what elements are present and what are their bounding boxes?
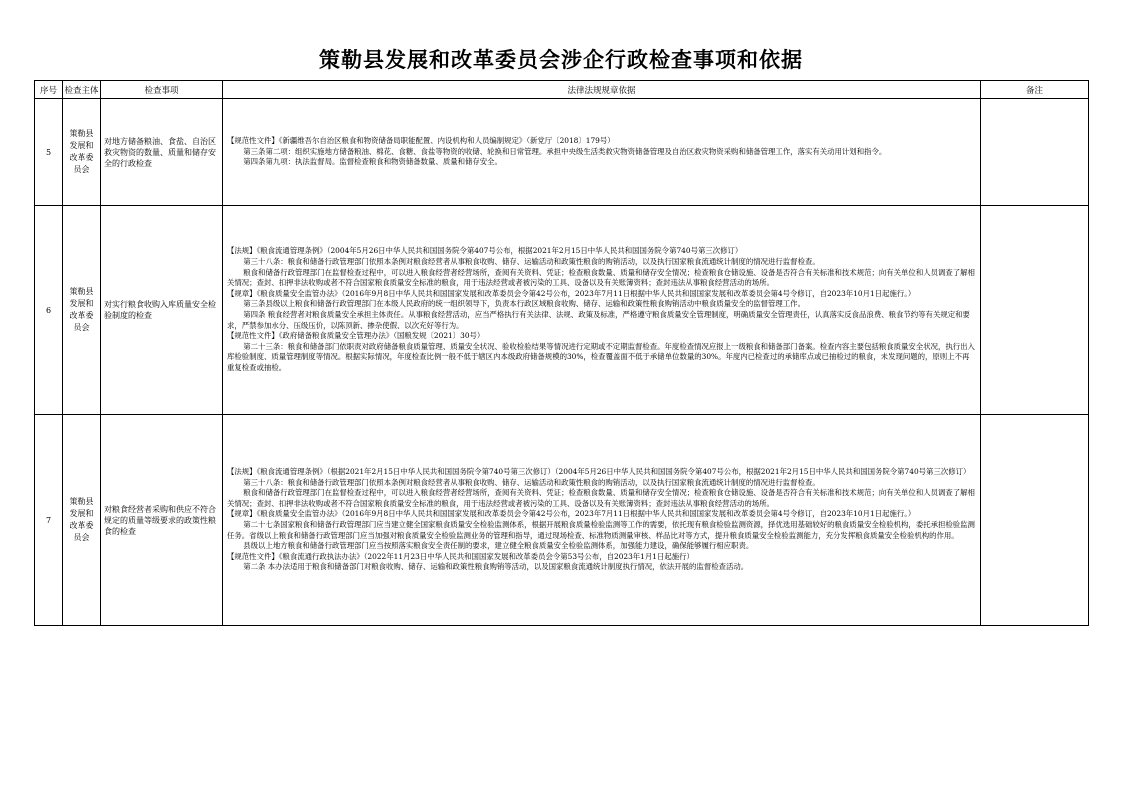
basis-paragraph: 【规范性文件】《新疆维吾尔自治区粮食和物资储备局职能配置、内设机构和人员编制规定》（新党厅〔2018〕179号）: [227, 136, 615, 146]
table-header-row: [35, 81, 1089, 99]
inspection-item: 对实行粮食收购入库质量安全检验制度的检查: [101, 206, 223, 415]
legal-basis: [223, 206, 981, 415]
row-number: 5: [35, 99, 63, 206]
inspection-item: 对地方储备粮油、食盐、自治区救灾物资的数量、质量和储存安全的行政检查: [101, 99, 223, 206]
header-note: 备注: [981, 81, 1089, 99]
basis-paragraph: 第三条第二项：组织实施地方储备粮油、棉花、食糖、食盐等物资的收储、轮换和日常管理。承担中央级生活类救灾物资储备管理及自治区救灾物资采购和储备管理工作，落实有关动用计划和指令。: [243, 146, 887, 156]
basis-paragraph: 第四条第九项：执法监督局。监督检查粮食和物资储备数量、质量和储存安全。: [243, 157, 502, 167]
row-number: 7: [35, 415, 63, 626]
basis-paragraph: 【规章】《粮食质量安全监管办法》（2016年9月8日中华人民共和国国家发展和改革委员会令第42号公布，2023年7月11日根据中华人民共和国国家发展和改革委员会第4号令修订，自2023年10月1日起施行。）: [227, 509, 916, 519]
basis-paragraph: 第三十八条：粮食和储备行政管理部门依照本条例对粮食经营者从事粮食收购、储存、运输活动和政策性粮食的购销活动，以及执行国家粮食流通统计制度的情况进行监督检查。: [243, 257, 820, 267]
basis-paragraph: 第二十三条：粮食和储备部门依职责对政府储备粮食质量管理、质量安全状况、验收检验结果等情况进行定期或不定期监督检查。年度检查情况应报上一级粮食和储备部门备案。检查内容主要包括粮食质量安全状况，执行出入库检验制度、质量管理制度等情况。根据实际情况，年度检查比例一般不低于辖区内本级政府储备规模的30%，检查覆盖面不低于承储单位数量的30%。年度内已检查过的承储库点或已抽检过的粮食，未发现问题的，原则上不再重复检查或抽检。: [227, 341, 975, 372]
inspection-item: 对粮食经营者采购和供应不符合规定的质量等级要求的政策性粮食的检查: [101, 415, 223, 626]
legal-basis: [223, 99, 981, 206]
basis-paragraph: 【规章】《粮食质量安全监管办法》（2016年9月8日中华人民共和国国家发展和改革委员会令第42号公布，2023年7月11日根据中华人民共和国国家发展和改革委员会第4号令修订，自2023年10月1日起施行。）: [227, 288, 916, 298]
basis-paragraph: 【规范性文件】《政府储备粮食质量安全管理办法》（国粮发规〔2021〕30号）: [227, 331, 485, 341]
inspection-subject: 策勒县发展和改革委员会: [63, 206, 101, 415]
note-cell: [981, 415, 1089, 626]
basis-paragraph: 【法规】《粮食流通管理条例》（根据2021年2月15日中华人民共和国国务院令第740号第三次修订）（2004年5月26日中华人民共和国国务院令第407号公布，根据2021年2月15日中华人民共和国国务院令第740号第三次修订）: [227, 467, 971, 477]
table-row: [35, 99, 1089, 206]
header-basis: 法律法规规章依据: [223, 81, 981, 99]
page-title: 策勒县发展和改革委员会涉企行政检查事项和依据: [319, 47, 803, 72]
basis-paragraph: 第四条 粮食经营者对粮食质量安全承担主体责任。从事粮食经营活动，应当严格执行有关法律、法规、政策及标准，严格遵守粮食质量安全管理制度，明确质量安全管理责任，认真落实反食品浪费、粮食节约等有关规定和要求，严禁参加水分、压级压价，以陈顶新、掺杂使假、以次充好等行为。: [227, 310, 970, 330]
basis-paragraph: 第三条县级以上粮食和储备行政管理部门在本级人民政府的统一组织领导下，负责本行政区域粮食收购、储存、运输和政策性粮食购销活动中粮食质量安全的监督管理工作。: [243, 299, 805, 309]
inspection-subject: 策勒县发展和改革委员会: [63, 99, 101, 206]
basis-paragraph: 粮食和储备行政管理部门在监督检查过程中，可以进入粮食经营者经营场所，查阅有关资料、凭证；检查粮食数量、质量和储存安全情况；检查粮食仓储设施、设备是否符合有关标准和技术规范；向有关单位和人员调查了解相关情况；查封、扣押非法收购或者不符合国家粮食质量安全标准的粮食，用于违法经营或者被污染的工具、设备以及有关账簿资料；查封违法从事粮食经营活动的场所。: [227, 267, 975, 288]
row-number: 6: [35, 206, 63, 415]
inspection-table: [34, 80, 1089, 626]
basis-paragraph: 县级以上地方粮食和储备行政管理部门应当按照落实粮食安全责任制的要求，建立健全粮食质量安全检验监测体系，加强能力建设，确保能够履行相应职责。: [243, 541, 754, 551]
note-cell: [981, 99, 1089, 206]
header-no: 序号: [35, 81, 63, 99]
basis-paragraph: 第三十八条：粮食和储备行政管理部门依照本条例对粮食经营者从事粮食收购、储存、运输活动和政策性粮食的购销活动，以及执行国家粮食流通统计制度的情况进行监督检查。: [243, 477, 820, 487]
table-row: [35, 206, 1089, 415]
table-row: [35, 415, 1089, 626]
legal-basis: [223, 415, 981, 626]
header-subject: 检查主体: [63, 81, 101, 99]
basis-paragraph: 第二十七条国家粮食和储备行政管理部门应当建立健全国家粮食质量安全检验监测体系，根据开展粮食质量检验监测等工作的需要，依托现有粮食检验监测资源，择优选用基础较好的粮食质量安全检验机构，委托承担检验监测任务。省级以上粮食和储备行政管理部门应当加强对粮食质量安全检验监测业务的管理和指导，通过现场检查、标准物质测量审核、样品比对等方式，提升粮食质量安全检验监测能力，充分发挥粮食质量安全检验机构的作用。: [227, 520, 975, 540]
note-cell: [981, 206, 1089, 415]
inspection-subject: 策勒县发展和改革委员会: [63, 415, 101, 626]
basis-paragraph: 第二条 本办法适用于粮食和储备部门对粮食收购、储存、运输和政策性粮食购销等活动，以及国家粮食流通统计制度执行情况，依法开展的监督检查活动。: [243, 562, 749, 572]
basis-paragraph: 【规范性文件】《粮食流通行政执法办法》（2022年11月23日中华人民共和国国家发展和改革委员会令第53号公布，自2023年1月1日起施行）: [227, 551, 694, 561]
basis-paragraph: 粮食和储备行政管理部门在监督检查过程中，可以进入粮食经营者经营场所，查阅有关资料、凭证；检查粮食数量、质量和储存安全情况；检查粮食仓储设施、设备是否符合有关标准和技术规范；向有关单位和人员调查了解相关情况；查封、扣押非法收购或者不符合国家粮食质量安全标准的粮食，用于违法经营或者被污染的工具、设备以及有关账簿资料；查封违法从事粮食经营活动的场所。: [227, 488, 975, 508]
basis-paragraph: 【法规】《粮食流通管理条例》（2004年5月26日中华人民共和国国务院令第407号公布，根据2021年2月15日中华人民共和国国务院令第740号第三次修订）: [227, 246, 743, 256]
header-item: 检查事项: [101, 81, 223, 99]
